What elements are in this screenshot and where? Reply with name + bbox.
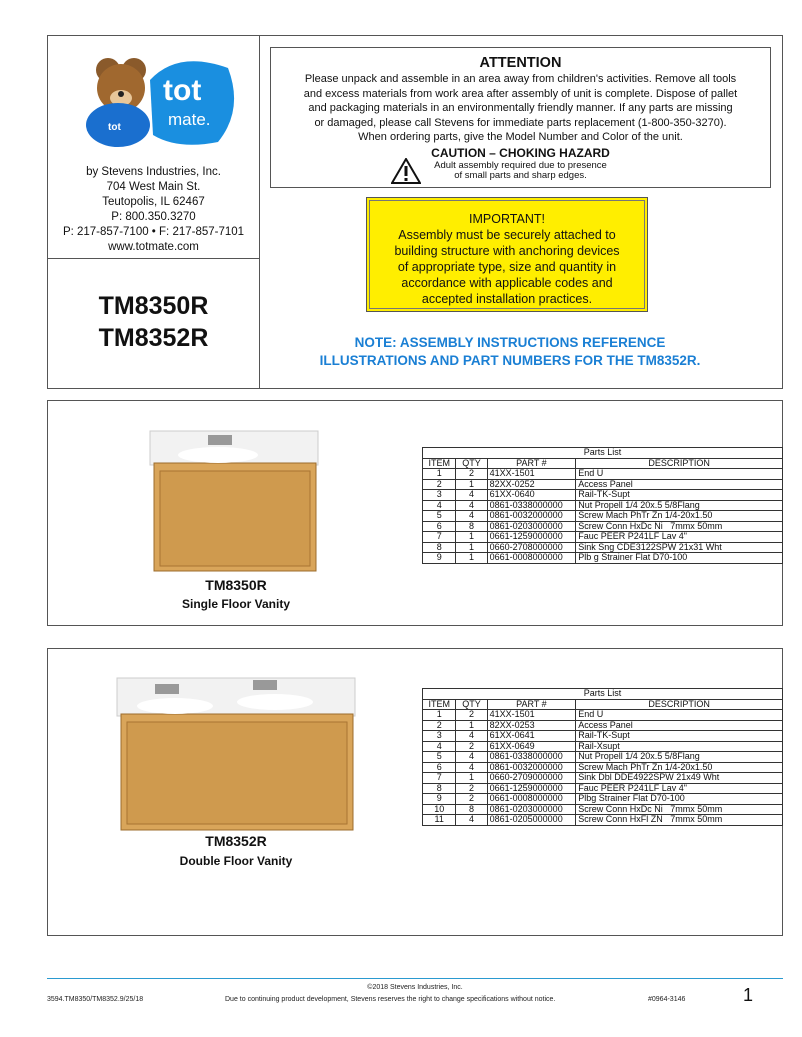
table-title-row — [423, 689, 783, 700]
important-title: IMPORTANT! — [469, 212, 545, 226]
table-cell: 82XX-0253 — [487, 720, 576, 731]
table-cell: 0861-0203000000 — [487, 804, 576, 815]
table-cell: 3 — [423, 490, 456, 501]
table-cell: 61XX-0649 — [487, 741, 576, 752]
website-link[interactable]: www.totmate.com — [108, 241, 199, 253]
svg-text:tot: tot — [163, 74, 202, 107]
table-cell: 0861-0338000000 — [487, 752, 576, 763]
caution-title: CAUTION – CHOKING HAZARD — [431, 145, 610, 160]
column-header: ITEM — [423, 699, 456, 710]
product-name: Double Floor Vanity — [179, 854, 293, 868]
table-cell: 1 — [456, 720, 487, 731]
table-cell: 4 — [423, 741, 456, 752]
table-cell: 6 — [423, 521, 456, 532]
table-cell: 4 — [456, 731, 487, 742]
note-line: ILLUSTRATIONS AND PART NUMBERS FOR THE TM8352R. — [319, 353, 701, 368]
page-number: 1 — [743, 985, 754, 1005]
table-title: Parts List — [423, 689, 783, 700]
single-vanity-image — [148, 425, 320, 575]
table-cell: Screw Conn HxDc Ni 7mmx 50mm — [576, 521, 783, 532]
table-cell: Nut Propell 1/4 20x.5 5/8Flang — [576, 752, 783, 763]
column-header: DESCRIPTION — [576, 458, 783, 469]
table-cell: End U — [576, 710, 783, 721]
table-cell: 2 — [423, 720, 456, 731]
product-model: TM8350R — [205, 577, 267, 593]
attention-box — [270, 47, 771, 188]
table-row — [423, 783, 783, 794]
table-cell: 8 — [423, 542, 456, 553]
table-cell: 3 — [423, 731, 456, 742]
attention-line: and excess materials from work area after assembly of unit is complete. Dispose of pallet — [303, 87, 738, 100]
table-cell: 1 — [423, 710, 456, 721]
table-row — [423, 553, 783, 564]
tot-mate-logo — [68, 50, 240, 150]
table-cell: 11 — [423, 815, 456, 826]
table-row — [423, 773, 783, 784]
column-header: ITEM — [423, 458, 456, 469]
table-cell: 2 — [456, 783, 487, 794]
attention-line: and packaging materials in an environmentally friendly manner. If any parts are missing — [308, 102, 733, 114]
column-header: QTY — [456, 458, 487, 469]
city: Teutopolis, IL 62467 — [102, 196, 205, 208]
table-cell: 1 — [456, 532, 487, 543]
important-line: of appropriate type, size and quantity in — [397, 260, 617, 274]
table-cell: 8 — [456, 521, 487, 532]
table-row — [423, 804, 783, 815]
table-cell: 0660-2708000000 — [487, 542, 576, 553]
left-divider — [47, 258, 260, 259]
table-cell: Nut Propell 1/4 20x.5 5/8Flang — [576, 500, 783, 511]
table-row — [423, 511, 783, 522]
product-model: TM8352R — [205, 833, 267, 849]
table-cell: 7 — [423, 773, 456, 784]
table-cell: Plbg Strainer Flat D70-100 — [576, 794, 783, 805]
table-row — [423, 815, 783, 826]
table-cell: 1 — [456, 553, 487, 564]
table-cell: 41XX-1501 — [487, 710, 576, 721]
table-cell: Rail-Xsupt — [576, 741, 783, 752]
table-cell: Sink Dbl DDE4922SPW 21x49 Wht — [576, 773, 783, 784]
double-vanity-image — [115, 672, 357, 834]
table-cell: 61XX-0641 — [487, 731, 576, 742]
table-cell: 4 — [456, 490, 487, 501]
table-cell: Sink Sng CDE3122SPW 21x31 Wht — [576, 542, 783, 553]
attention-line: or damaged, please call Stevens for immediate parts replacement (1-800-350-3270). — [314, 116, 727, 129]
table-cell: 0660-2709000000 — [487, 773, 576, 784]
table-cell: Access Panel — [576, 479, 783, 490]
table-cell: Plb g Strainer Flat D70-100 — [576, 553, 783, 564]
phone: P: 800.350.3270 — [111, 211, 196, 223]
note-line: NOTE: ASSEMBLY INSTRUCTIONS REFERENCE — [354, 335, 666, 350]
table-cell: 4 — [456, 815, 487, 826]
table-cell: 0661-0008000000 — [487, 553, 576, 564]
model-number: TM8350R — [98, 292, 209, 320]
table-cell: Rail-TK-Supt — [576, 731, 783, 742]
table-cell: 0861-0203000000 — [487, 521, 576, 532]
table-cell: 4 — [423, 500, 456, 511]
table-row — [423, 731, 783, 742]
important-line: building structure with anchoring devices — [394, 244, 620, 258]
doc-id: 3594.TM8350/TM8352.9/25/18 — [47, 996, 144, 1003]
table-cell: 9 — [423, 794, 456, 805]
table-cell: 8 — [456, 804, 487, 815]
table-row — [423, 762, 783, 773]
phone-fax: P: 217-857-7100 • F: 217-857-7101 — [62, 226, 245, 238]
table-cell: 2 — [423, 479, 456, 490]
table-cell: 4 — [456, 511, 487, 522]
table-cell: 5 — [423, 511, 456, 522]
table-cell: 0661-0008000000 — [487, 794, 576, 805]
column-header: DESCRIPTION — [576, 699, 783, 710]
important-box — [366, 197, 648, 312]
table-cell: 2 — [456, 469, 487, 480]
table-row — [423, 521, 783, 532]
attention-title: ATTENTION — [479, 55, 562, 71]
caution-line: of small parts and sharp edges. — [454, 169, 587, 181]
table-cell: 0861-0032000000 — [487, 762, 576, 773]
table-row — [423, 720, 783, 731]
attention-line: When ordering parts, give the Model Number and Color of the unit. — [358, 131, 683, 143]
company-name: by Stevens Industries, Inc. — [86, 166, 221, 178]
table-row — [423, 794, 783, 805]
table-cell: Screw Conn HxFl ZN 7mmx 50mm — [576, 815, 783, 826]
table-row — [423, 710, 783, 721]
table-row — [423, 500, 783, 511]
table-cell: Screw Mach PhTr Zn 1/4-20x1.50 — [576, 511, 783, 522]
parts-table — [422, 688, 783, 826]
column-header: PART # — [487, 699, 576, 710]
table-cell: Screw Conn HxDc Ni 7mmx 50mm — [576, 804, 783, 815]
copyright: ©2018 Stevens Industries, Inc. — [367, 984, 463, 991]
table-cell: 2 — [456, 741, 487, 752]
street: 704 West Main St. — [106, 181, 201, 193]
table-cell: End U — [576, 469, 783, 480]
table-row — [423, 479, 783, 490]
table-cell: 4 — [456, 500, 487, 511]
table-cell: 8 — [423, 783, 456, 794]
table-title-row — [423, 448, 783, 459]
table-cell: 1 — [423, 469, 456, 480]
table-cell: 1 — [456, 479, 487, 490]
table-cell: 4 — [456, 752, 487, 763]
column-header: QTY — [456, 699, 487, 710]
table-title: Parts List — [423, 448, 783, 459]
table-cell: 10 — [423, 804, 456, 815]
table-cell: 2 — [456, 794, 487, 805]
attention-line: Please unpack and assemble in an area away from children's activities. Remove all tools — [304, 73, 737, 85]
table-row — [423, 741, 783, 752]
table-header-row — [423, 699, 783, 710]
product-name: Single Floor Vanity — [181, 597, 291, 611]
table-cell: 0661-1259000000 — [487, 532, 576, 543]
part-number: #0964-3146 — [648, 996, 686, 1003]
table-cell: 7 — [423, 532, 456, 543]
important-line: accordance with applicable codes and — [401, 276, 613, 290]
table-cell: Fauc PEER P241LF Lav 4" — [576, 532, 783, 543]
table-cell: 5 — [423, 752, 456, 763]
footer-rule — [47, 978, 783, 979]
important-line: accepted installation practices. — [421, 292, 593, 306]
table-cell: 0861-0032000000 — [487, 511, 576, 522]
table-cell: 41XX-1501 — [487, 469, 576, 480]
parts-table — [422, 447, 783, 564]
table-cell: Rail-TK-Supt — [576, 490, 783, 501]
svg-text:mate.: mate. — [168, 110, 211, 129]
table-cell: 6 — [423, 762, 456, 773]
table-cell: 9 — [423, 553, 456, 564]
table-cell: 82XX-0252 — [487, 479, 576, 490]
table-cell: Screw Mach PhTr Zn 1/4-20x1.50 — [576, 762, 783, 773]
table-cell: 2 — [456, 710, 487, 721]
column-header: PART # — [487, 458, 576, 469]
important-line: Assembly must be securely attached to — [398, 228, 616, 242]
table-cell: Fauc PEER P241LF Lav 4" — [576, 783, 783, 794]
table-row — [423, 490, 783, 501]
table-cell: 0661-1259000000 — [487, 783, 576, 794]
table-row — [423, 542, 783, 553]
assembly-note — [270, 334, 750, 370]
table-cell: Access Panel — [576, 720, 783, 731]
model-number: TM8352R — [98, 324, 209, 352]
table-row — [423, 469, 783, 480]
table-row — [423, 752, 783, 763]
warning-icon — [391, 158, 421, 184]
table-cell: 0861-0338000000 — [487, 500, 576, 511]
table-cell: 1 — [456, 542, 487, 553]
table-cell: 0861-0205000000 — [487, 815, 576, 826]
table-row — [423, 532, 783, 543]
caution-line: Adult assembly required due to presence — [434, 159, 607, 171]
company-address — [47, 165, 260, 255]
notice: Due to continuing product development, Stevens reserves the right to change specifications without notice. — [225, 996, 556, 1003]
table-cell: 1 — [456, 773, 487, 784]
svg-text:tot: tot — [108, 122, 121, 133]
table-cell: 61XX-0640 — [487, 490, 576, 501]
table-header-row — [423, 458, 783, 469]
table-cell: 4 — [456, 762, 487, 773]
